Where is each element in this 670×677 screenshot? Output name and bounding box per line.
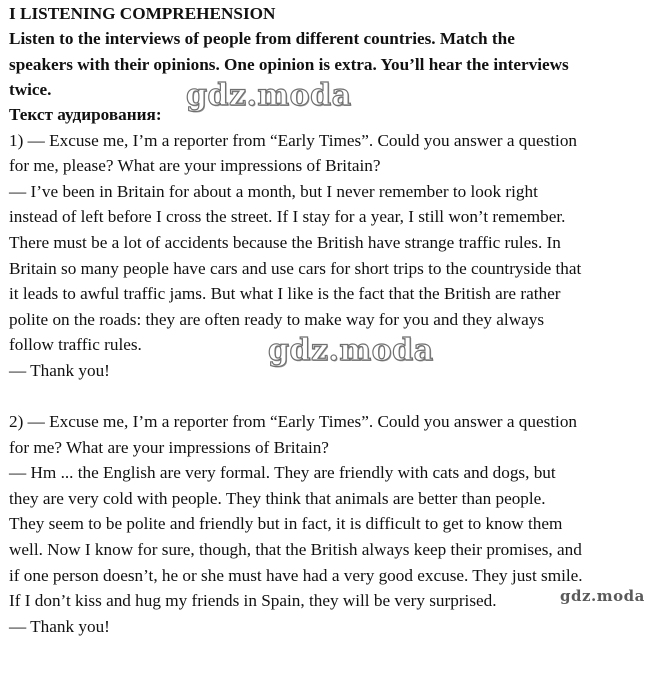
interview2-line-7: if one person doesn’t, he or she must have had a very good excuse. They just smile. xyxy=(9,566,583,585)
interview1-line-9: follow traffic rules. xyxy=(9,335,142,354)
instructions-line-1: Listen to the interviews of people from different countries. Match the xyxy=(9,29,515,48)
interview1-line-6: Britain so many people have cars and use cars for short trips to the countryside that xyxy=(9,259,582,278)
interview2-line-6: well. Now I know for sure, though, that the British always keep their promises, and xyxy=(9,540,582,559)
interview2-line-1: 2) — Excuse me, I’m a reporter from “Early Times”. Could you answer a question xyxy=(9,412,578,431)
watermark-bottom: gdz.moda xyxy=(560,587,645,605)
interview2-line-9: — Thank you! xyxy=(9,617,110,636)
interview1-line-8: polite on the roads: they are often ready to make way for you and they always xyxy=(9,310,545,329)
interview2-line-3: — Hm ... the English are very formal. They are friendly with cats and dogs, but xyxy=(9,463,556,482)
interview1-line-1: 1) — Excuse me, I’m a reporter from “Early Times”. Could you answer a question xyxy=(9,131,578,150)
instructions-line-2: speakers with their opinions. One opinion is extra. You’ll hear the interviews xyxy=(9,55,569,74)
instructions-line-3: twice. xyxy=(9,80,52,99)
interview2-line-4: they are very cold with people. They think that animals are better than people. xyxy=(9,489,546,508)
interview1-line-3: — I’ve been in Britain for about a month, but I never remember to look right xyxy=(9,182,538,201)
interview2-line-5: They seem to be polite and friendly but in fact, it is difficult to get to know them xyxy=(9,514,563,533)
script-label: Текст аудирования: xyxy=(9,105,162,124)
interview1-line-10: — Thank you! xyxy=(9,361,110,380)
watermark-top: gdz.moda xyxy=(186,78,352,113)
interview1-line-5: There must be a lot of accidents because the British have strange traffic rules. In xyxy=(9,233,561,252)
interview2-line-2: for me? What are your impressions of Britain? xyxy=(9,438,329,457)
section-heading: I LISTENING COMPREHENSION xyxy=(9,4,276,23)
watermark-middle: gdz.moda xyxy=(268,333,434,368)
interview1-line-7: it leads to awful traffic jams. But what I like is the fact that the British are rather xyxy=(9,284,561,303)
interview2-line-8: If I don’t kiss and hug my friends in Spain, they will be very surprised. xyxy=(9,591,497,610)
interview1-line-2: for me, please? What are your impressions of Britain? xyxy=(9,156,381,175)
interview1-line-4: instead of left before I cross the street. If I stay for a year, I still won’t remember. xyxy=(9,207,566,226)
